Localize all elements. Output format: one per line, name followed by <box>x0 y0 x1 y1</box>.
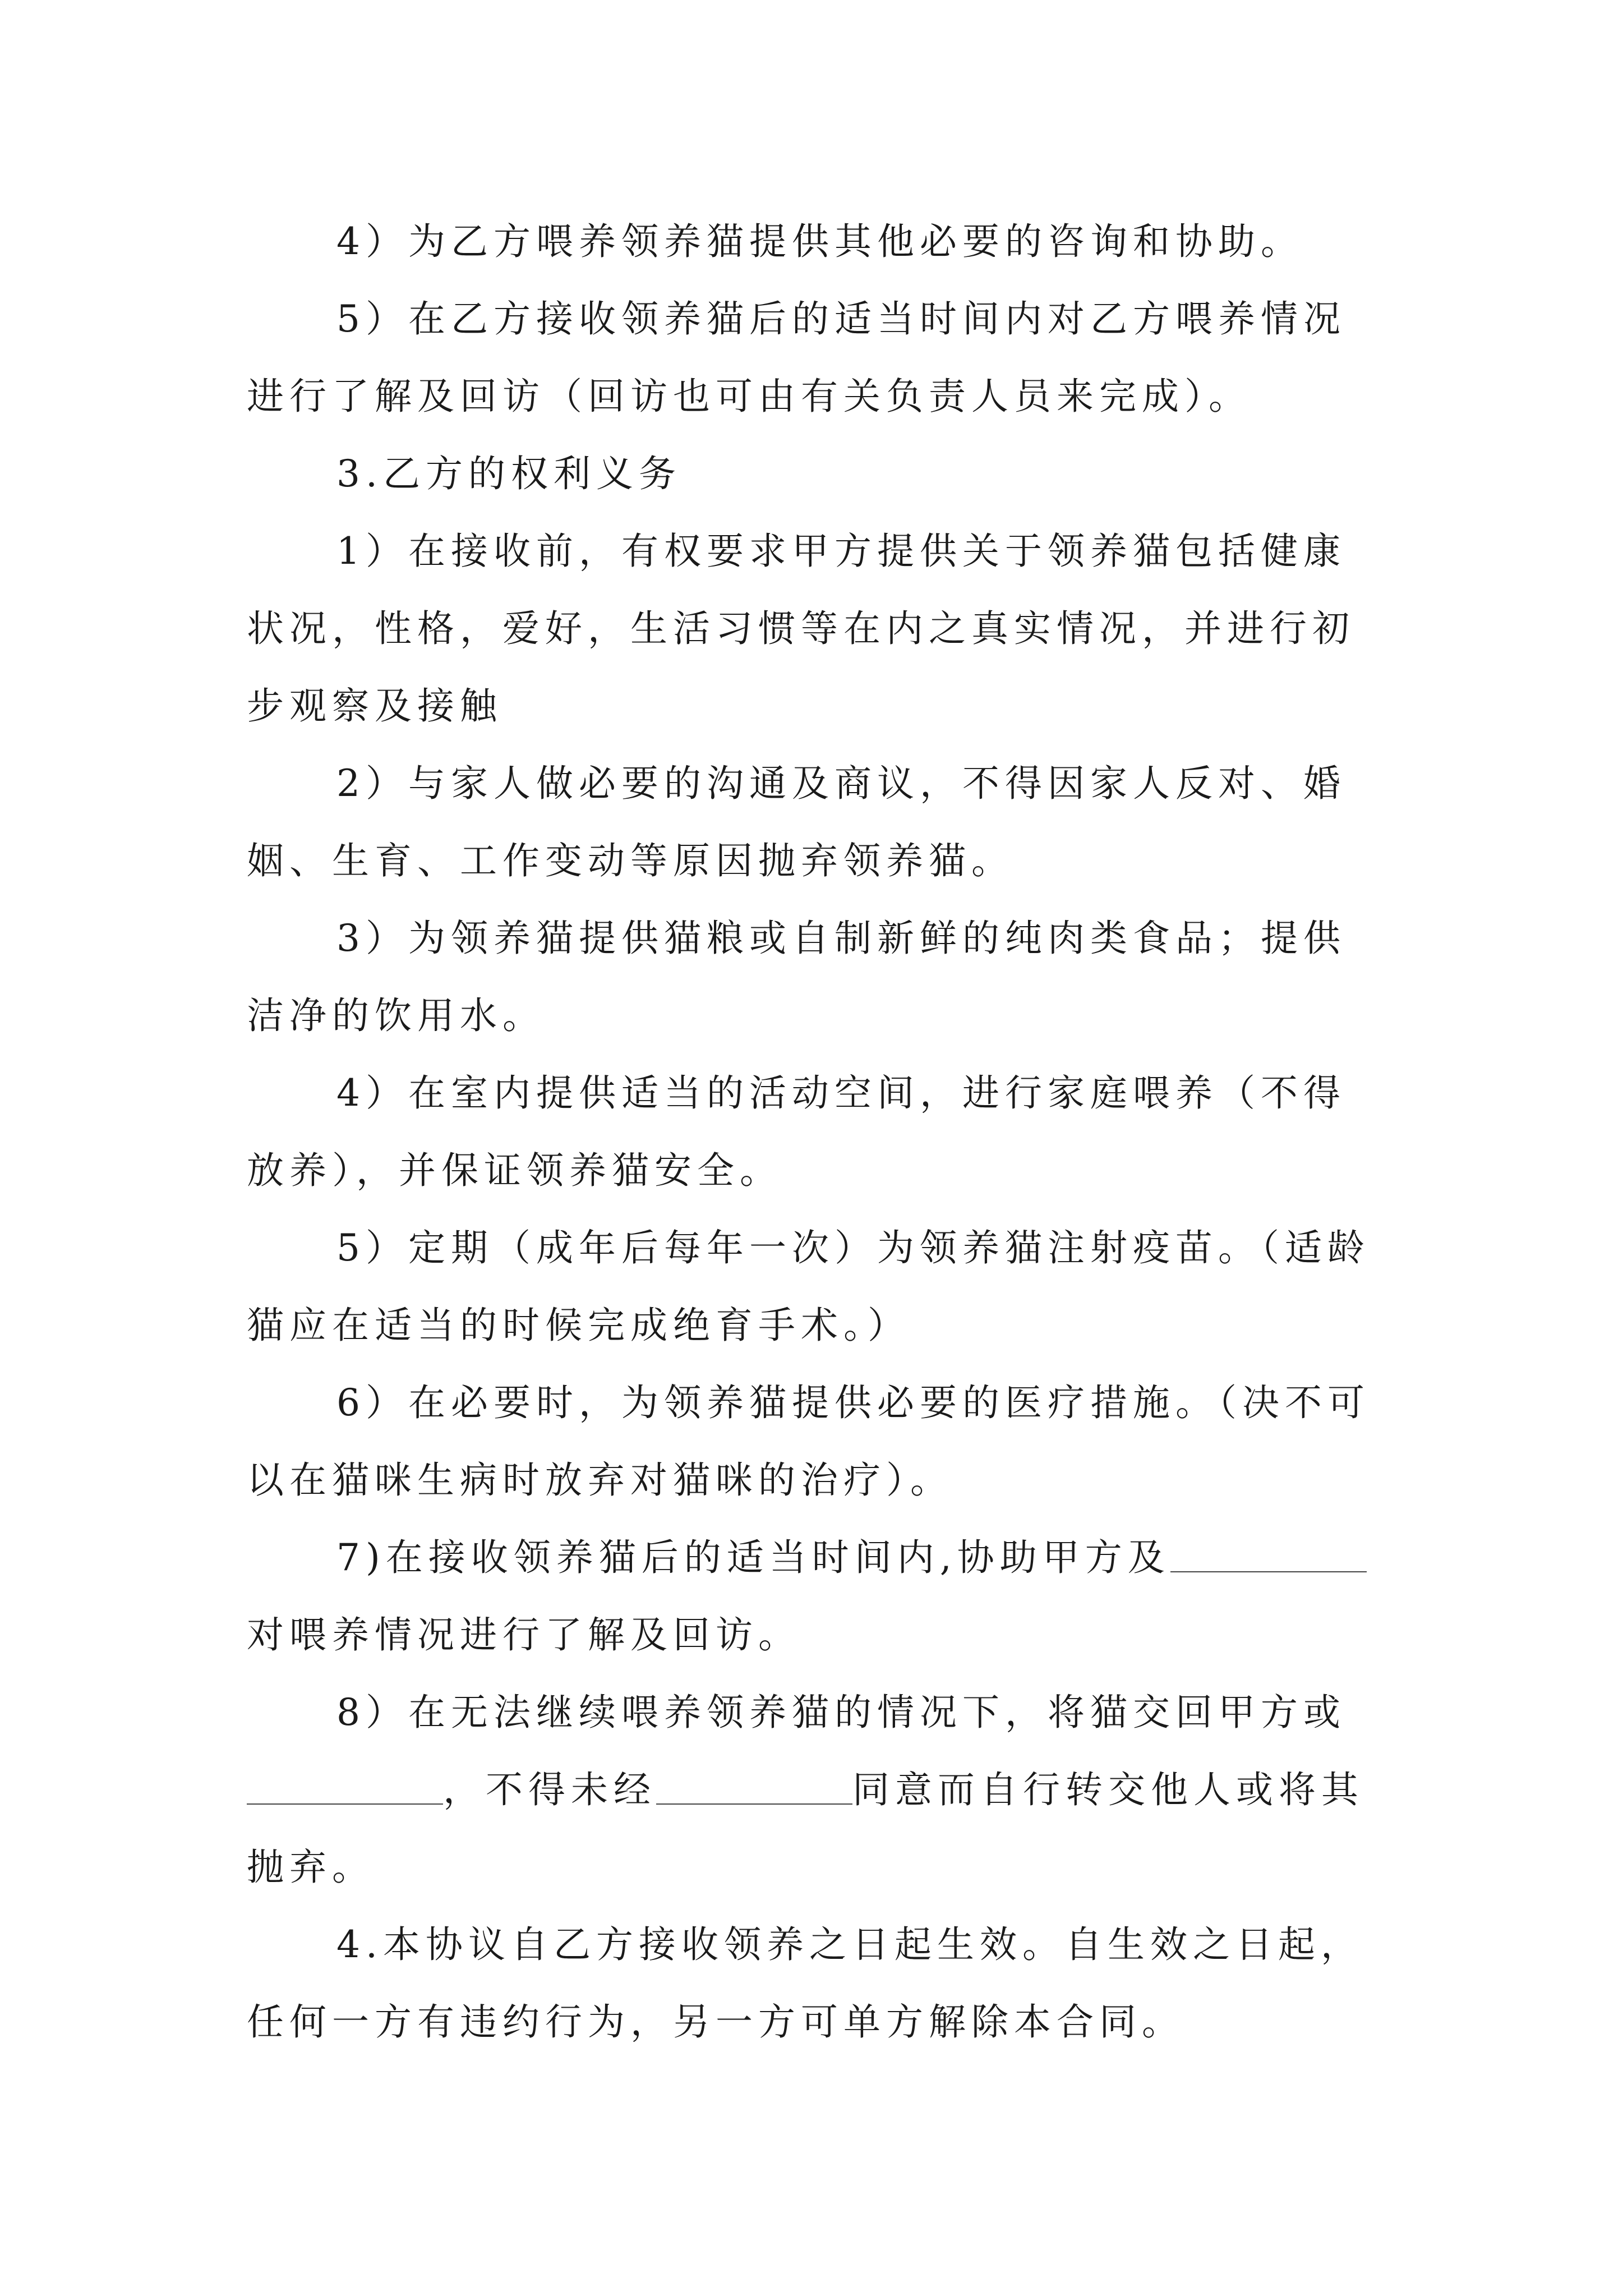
fill-blank-line[interactable] <box>656 1766 852 1805</box>
paragraph-effective-clause: 4.本协议自乙方接收领养之日起生效。自生效之日起，任何一方有违约行为，另一方可单方解除本合同。 <box>247 1923 1363 2044</box>
paragraph-party-b-duty-1: 1）在接收前，有权要求甲方提供关于领养猫包括健康状况，性格，爱好，生活习惯等在内之真实情况，并进行初步观察及接触 <box>247 530 1355 728</box>
duty-7-text-end: 对喂养情况进行了解及回访。 <box>247 1613 801 1657</box>
duty-8-text-start: 8）在无法继续喂养领养猫的情况下，将猫交回甲方或 <box>336 1691 1346 1734</box>
paragraph-party-b-duty-4: 4）在室内提供适当的活动空间，进行家庭喂养（不得放养），并保证领养猫安全。 <box>247 1071 1346 1192</box>
paragraph-party-b-duty-5: 5）定期（成年后每年一次）为领养猫注射疫苗。（适龄猫应在适当的时候完成绝育手术。） <box>247 1226 1370 1347</box>
paragraph-party-a-duty-5: 5）在乙方接收领养猫后的适当时间内对乙方喂养情况进行了解及回访（回访也可由有关负责人员来完成）。 <box>247 297 1346 418</box>
section-heading-party-b-rights: 3.乙方的权利义务 <box>336 452 681 495</box>
paragraph-party-b-duty-2: 2）与家人做必要的沟通及商议，不得因家人反对、婚姻、生育、工作变动等原因抛弃领养猫。 <box>247 762 1346 882</box>
document-body <box>247 203 1380 2061</box>
duty-7-text-start: 7)在接收领养猫后的适当时间内,协助甲方及 <box>336 1536 1170 1579</box>
paragraph-party-b-duty-8 <box>247 1674 1380 1906</box>
fill-blank-line[interactable] <box>247 1766 443 1805</box>
paragraph-party-b-duty-7 <box>247 1519 1380 1674</box>
paragraph-party-b-duty-6: 6）在必要时，为领养猫提供必要的医疗措施。（决不可以在猫咪生病时放弃对猫咪的治疗）。 <box>247 1381 1370 1502</box>
fill-blank-line[interactable] <box>1170 1534 1367 1572</box>
paragraph-party-b-duty-3: 3）为领养猫提供猫粮或自制新鲜的纯肉类食品；提供洁净的饮用水。 <box>247 917 1346 1037</box>
duty-8-text-end: 同意而自行转交他人或将其抛弃。 <box>247 1768 1364 1889</box>
duty-8-text-middle: ，不得未经 <box>443 1768 656 1811</box>
paragraph-party-a-duty-4: 4）为乙方喂养领养猫提供其他必要的咨询和协助。 <box>336 220 1303 263</box>
